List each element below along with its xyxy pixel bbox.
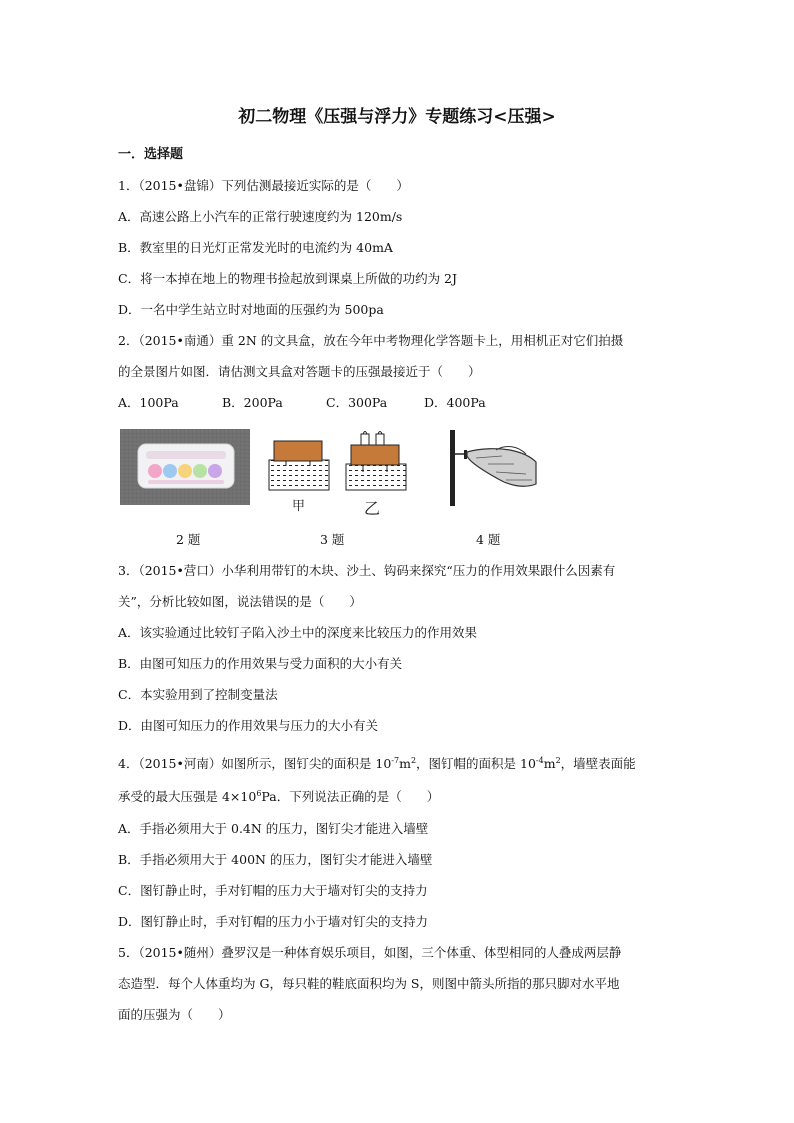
q4-unit: m xyxy=(543,756,556,771)
q2-stem-line2: 的全景图片如图．请估测文具盒对答题卡的压强最接近于（ ） xyxy=(118,364,481,379)
q4-text: ，墙壁表面能 xyxy=(560,756,636,771)
q4-exponent: -7 xyxy=(391,755,400,765)
q5-stem-line1: 5．（2015•随州）叠罗汉是一种体育娱乐项目，如图，三个体重、体型相同的人叠成两层静 xyxy=(118,945,622,960)
q5-stem-line2: 态造型．每个人体重均为 G，每只鞋的鞋底面积均为 S，则图中箭头所指的那只脚对水平地 xyxy=(118,976,620,991)
caption-q3: 3 题 xyxy=(320,532,345,547)
q2-option-d: D．400Pa xyxy=(424,395,486,410)
q4-exponent: 6 xyxy=(256,788,262,798)
q3-option-b: B．由图可知压力的作用效果与受力面积的大小有关 xyxy=(118,656,403,671)
q2-option-b: B．200Pa xyxy=(222,395,283,410)
q1-option-d: D．一名中学生站立时对地面的压强约为 500pa xyxy=(118,302,384,317)
q1-option-c: C．将一本掉在地上的物理书捡起放到课桌上所做的功约为 2J xyxy=(118,271,458,286)
q4-unit: m xyxy=(399,756,411,771)
pencil-box-photo xyxy=(120,429,250,505)
q5-stem-line3: 面的压强为（ ） xyxy=(118,1007,231,1022)
caption-q2: 2 题 xyxy=(176,532,201,547)
q3-stem-line1: 3．（2015•营口）小华利用带钉的木块、沙土、钩码来探究“压力的作用效果跟什么因素有 xyxy=(118,563,616,578)
q2-option-c: C．300Pa xyxy=(326,395,388,410)
q4-text: 承受的最大压强是 4×10 xyxy=(118,789,257,804)
q2-option-a: A．100Pa xyxy=(118,395,179,410)
q4-text: Pa．下列说法正确的是（ ） xyxy=(261,789,440,804)
q4-exponent: 2 xyxy=(555,755,561,765)
q4-stem-line2 xyxy=(118,788,439,806)
label-jia: 甲 xyxy=(292,499,306,514)
q4-stem-line1 xyxy=(118,755,636,773)
q1-stem: 1．（2015•盘锦）下列估测最接近实际的是（ ） xyxy=(118,178,409,193)
q4-text: 4．（2015•河南）如图所示，图钉尖的面积是 10 xyxy=(118,756,392,771)
q1-option-a: A．高速公路上小汽车的正常行驶速度约为 120m/s xyxy=(118,209,403,224)
label-yi: 乙 xyxy=(364,499,381,518)
caption-q4: 4 题 xyxy=(476,532,501,547)
q1-option-b: B．教室里的日光灯正常发光时的电流约为 40mA xyxy=(118,240,393,255)
q4-text: ，图钉帽的面积是 10 xyxy=(416,756,536,771)
page-title: 初二物理《压强与浮力》专题练习<压强> xyxy=(238,107,556,127)
q2-stem-line1: 2．（2015•南通）重 2N 的文具盒，放在今年中考物理化学答题卡上，用相机正对它们拍摄 xyxy=(118,333,624,348)
section-heading: 一．选择题 xyxy=(118,147,184,162)
q3-option-a: A．该实验通过比较钉子陷入沙土中的深度来比较压力的作用效果 xyxy=(118,625,478,640)
q4-exponent: 2 xyxy=(410,755,417,765)
q4-option-c: C．图钉静止时，手对钉帽的压力大于墙对钉尖的支持力 xyxy=(118,883,428,898)
q4-exponent: -4 xyxy=(535,755,544,765)
q4-option-d: D．图钉静止时，手对钉帽的压力小于墙对钉尖的支持力 xyxy=(118,914,429,929)
q2-options xyxy=(118,394,486,412)
thumbtack-hand-diagram xyxy=(436,428,540,508)
q3-stem-line2: 关”，分析比较如图，说法错误的是（ ） xyxy=(118,594,362,609)
q4-option-b: B．手指必须用大于 400N 的压力，图钉尖才能进入墙壁 xyxy=(118,852,433,867)
sand-experiment-diagram xyxy=(264,428,409,520)
q4-option-a: A．手指必须用大于 0.4N 的压力，图钉尖才能进入墙壁 xyxy=(118,821,429,836)
q3-option-c: C．本实验用到了控制变量法 xyxy=(118,687,278,702)
q3-option-d: D．由图可知压力的作用效果与压力的大小有关 xyxy=(118,718,379,733)
